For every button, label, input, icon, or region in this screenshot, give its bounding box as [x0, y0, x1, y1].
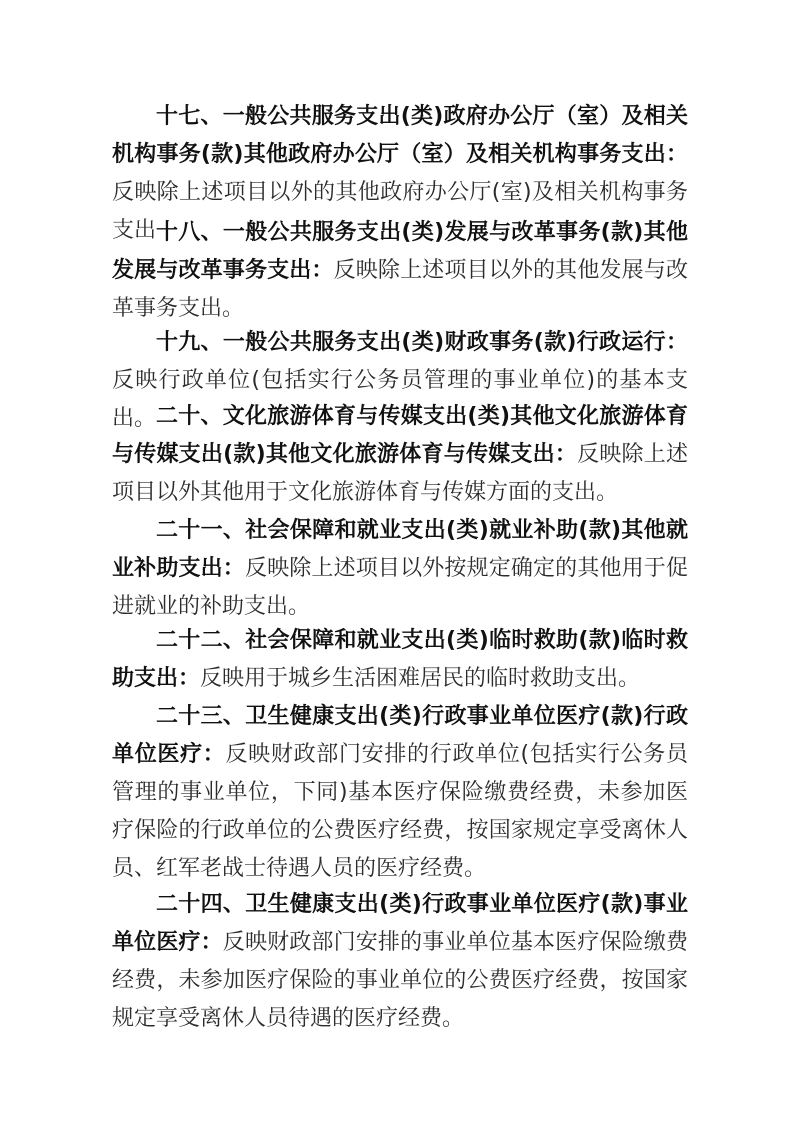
paragraph-20: [112, 398, 688, 512]
paragraph-18: [112, 214, 688, 328]
paragraph-description: 反映财政部门安排的事业单位基本医疗保险缴费经费，未参加医疗保险的事业单位的公费医疗经费，按国家规定享受离休人员待遇的医疗经费。: [112, 930, 688, 1031]
paragraph-heading: 二十三、卫生健康支出(类)行政事业单位医疗(款)行政单位医疗：: [112, 704, 688, 767]
paragraph-heading: 十九、一般公共服务支出(类)财政事务(款)行政运行：: [156, 330, 688, 355]
paragraph-heading: 十八、一般公共服务支出(类)发展与改革事务(款)其他发展与改革事务支出：: [112, 220, 688, 283]
paragraph-description: 反映除上述项目以外按规定确定的其他用于促进就业的补助支出。: [112, 556, 688, 619]
paragraph-23: [112, 698, 688, 888]
paragraph-24: [112, 886, 688, 1038]
paragraph-description: 反映财政部门安排的行政单位(包括实行公务员管理的事业单位，下同)基本医疗保险缴费经费，未参加医疗保险的行政单位的公费医疗经费，按国家规定享受离休人员、红军老战士待遇人员的医疗经费。: [112, 742, 688, 881]
paragraph-description: 反映行政单位(包括实行公务员管理的事业单位)的基本支出。: [112, 368, 688, 431]
paragraph-heading: 二十一、社会保障和就业支出(类)就业补助(款)其他就业补助支出：: [112, 518, 688, 581]
paragraph-heading: 二十、文化旅游体育与传媒支出(类)其他文化旅游体育与传媒支出(款)其他文化旅游体育与传媒支出：: [112, 404, 688, 467]
paragraph-heading: 二十二、社会保障和就业支出(类)临时救助(款)临时救助支出：: [112, 628, 688, 691]
paragraph-21: [112, 512, 688, 626]
paragraph-heading: 十七、一般公共服务支出(类)政府办公厅（室）及相关机构事务(款)其他政府办公厅（室）及相关机构事务支出：: [112, 104, 688, 167]
paragraph-description: 反映除上述项目以外其他用于文化旅游体育与传媒方面的支出。: [112, 442, 688, 505]
paragraph-22: [112, 622, 688, 698]
paragraph-heading: 二十四、卫生健康支出(类)行政事业单位医疗(款)事业单位医疗：: [112, 892, 688, 955]
paragraph-description: 反映除上述项目以外的其他政府办公厅(室)及相关机构事务支出: [112, 180, 688, 243]
paragraph-description: 反映用于城乡生活困难居民的临时救助支出。: [200, 666, 641, 691]
paragraph-description: 反映除上述项目以外的其他发展与改革事务支出。: [112, 258, 688, 321]
